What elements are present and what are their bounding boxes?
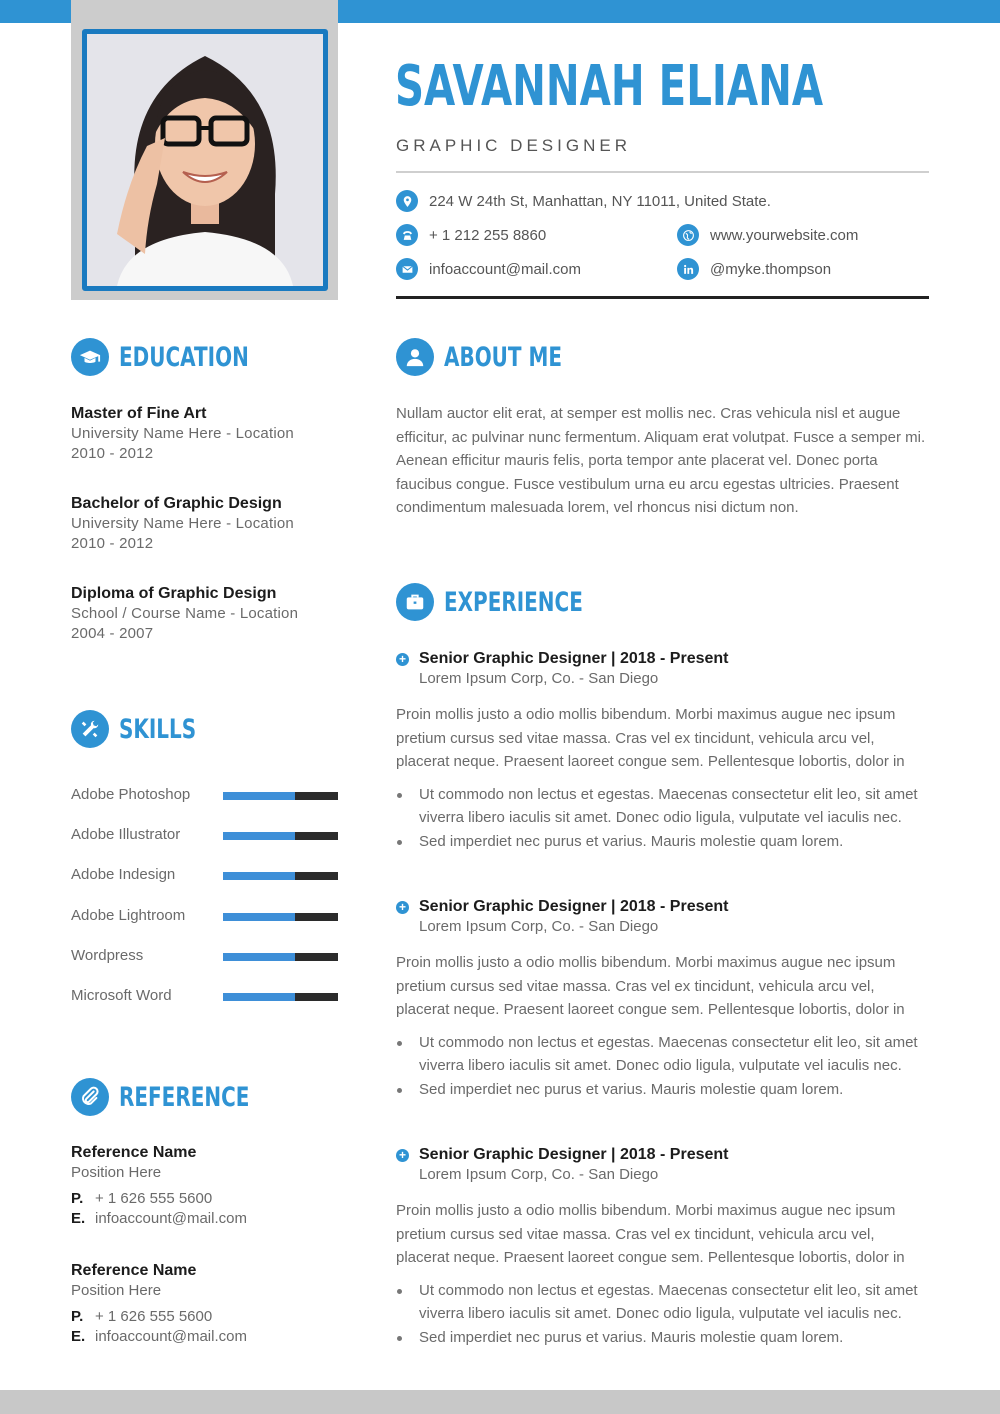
skill-bar-fill [223,832,295,840]
bottom-footer-bar [0,1390,1000,1414]
experience-item [396,649,931,854]
skill-name: Adobe Lightroom [71,907,186,924]
skill-bar [223,832,338,840]
reference-name: Reference Name [71,1262,197,1279]
contact-website[interactable] [677,224,858,246]
school-name: University Name Here - Location [71,515,294,532]
job-title: Senior Graphic Designer | 2018 - Present [419,898,729,915]
job-title: Senior Graphic Designer | 2018 - Present [419,1146,729,1163]
website-text: www.yourwebsite.com [710,226,859,244]
email-text: infoaccount@mail.com [429,260,581,278]
study-years: 2010 - 2012 [71,445,154,462]
skill-bar-fill [223,993,295,1001]
skill-row [71,987,338,1007]
reference-phone-value: + 1 626 555 5600 [95,1190,213,1207]
study-years: 2010 - 2012 [71,535,154,552]
job-company: Lorem Ipsum Corp, Co. - San Diego [419,1166,659,1183]
job-bullet: Ut commodo non lectus et egestas. Maecenas consectetur elit leo, sit amet viverra libero iaculis sit amet. Donec odio ligula, vulputate vel iaculis nec. [396,1031,931,1078]
job-bullets [396,783,931,854]
skill-row [71,907,338,927]
phone-key: P. [71,1190,84,1207]
reference-item [71,1143,341,1229]
reference-position: Position Here [71,1164,162,1181]
reference-phone [71,1307,341,1327]
skill-bar-fill [223,913,295,921]
contact-address [396,190,771,212]
about-text: Nullam auctor elit erat, at semper est mollis nec. Cras vehicula nisl et augue efficitur, ac pulvinar nunc fermentum. Aliquam erat volutpat. Fusce a semper mi. Aenean efficitur mauris felis, porta tempor ante placerat vel. Donec porta faucibus congue. Fusce vestibulum urna eu arcu egestas ultricies. Praesent condimentum malesuada lorem, vel rhoncus nisi dictum non. [396,405,926,517]
job-bullet: Sed imperdiet nec purus et varius. Mauris molestie quam lorem. [396,830,931,854]
contact-phone [396,224,546,246]
skill-bar [223,993,338,1001]
reference-heading [71,1078,295,1116]
reference-name: Reference Name [71,1144,197,1161]
experience-item [396,1145,931,1350]
skill-bar-fill [223,872,295,880]
phone-icon [396,224,418,246]
experience-heading [396,583,632,621]
education-heading [71,338,294,376]
reference-email[interactable] [71,1327,341,1347]
job-title-row [396,649,931,669]
location-pin-icon [396,190,418,212]
job-bullet: Ut commodo non lectus et egestas. Maecenas consectetur elit leo, sit amet viverra libero iaculis sit amet. Donec odio ligula, vulputate vel iaculis nec. [396,783,931,830]
address-text: 224 W 24th St, Manhattan, NY 11011, United State. [429,192,771,210]
job-company: Lorem Ipsum Corp, Co. - San Diego [419,670,659,687]
education-title: EDUCATION [119,341,249,373]
header-divider [396,171,929,173]
education-item [71,584,341,644]
globe-icon [677,224,699,246]
linkedin-text: @myke.thompson [710,260,832,278]
skill-bar [223,913,338,921]
job-bullets [396,1031,931,1102]
email-key: E. [71,1210,86,1227]
reference-email-value: infoaccount@mail.com [95,1210,247,1227]
reference-item [71,1261,341,1347]
plus-circle-icon: + [396,901,409,914]
job-description: Proin mollis justo a odio mollis bibendum. Morbi maximus augue nec ipsum pretium cursus sed vitae massa. Cras vel ex tincidunt, vehicula arcu vel, placerat neque. Praesent laoreet congue sem. Pellentesque lobortis, dolor in [396,706,905,771]
job-title-row [396,1145,931,1165]
skill-name: Adobe Illustrator [71,826,181,843]
experience-title: EXPERIENCE [444,586,583,618]
job-description: Proin mollis justo a odio mollis bibendum. Morbi maximus augue nec ipsum pretium cursus sed vitae massa. Cras vel ex tincidunt, vehicula arcu vel, placerat neque. Praesent laoreet congue sem. Pellentesque lobortis, dolor in [396,954,905,1019]
reference-position: Position Here [71,1282,162,1299]
skill-name: Microsoft Word [71,987,172,1004]
briefcase-icon [396,583,434,621]
candidate-role: GRAPHIC DESIGNER [396,136,631,155]
reference-phone-value: + 1 626 555 5600 [95,1308,213,1325]
paperclip-icon [71,1078,109,1116]
job-company: Lorem Ipsum Corp, Co. - San Diego [419,918,659,935]
study-years: 2004 - 2007 [71,625,154,642]
skill-row [71,866,338,886]
skill-name: Wordpress [71,947,144,964]
education-item [71,404,341,464]
skill-bar [223,872,338,880]
skill-bar-fill [223,792,295,800]
user-icon [396,338,434,376]
envelope-icon [396,258,418,280]
skill-name: Adobe Photoshop [71,786,191,803]
about-heading [396,338,603,376]
degree-title: Diploma of Graphic Design [71,585,277,602]
skill-row [71,786,338,806]
school-name: School / Course Name - Location [71,605,299,622]
contact-email[interactable] [396,258,581,280]
job-description: Proin mollis justo a odio mollis bibendum. Morbi maximus augue nec ipsum pretium cursus sed vitae massa. Cras vel ex tincidunt, vehicula arcu vel, placerat neque. Praesent laoreet congue sem. Pellentesque lobortis, dolor in [396,1202,905,1267]
degree-title: Bachelor of Graphic Design [71,495,282,512]
education-item [71,494,341,554]
job-bullet: Ut commodo non lectus et egestas. Maecenas consectetur elit leo, sit amet viverra libero iaculis sit amet. Donec odio ligula, vulputate vel iaculis nec. [396,1279,931,1326]
profile-photo [82,29,328,291]
about-title: ABOUT ME [444,341,563,373]
linkedin-icon [677,258,699,280]
reference-email-value: infoaccount@mail.com [95,1328,247,1345]
skills-heading [71,710,223,748]
job-bullet: Sed imperdiet nec purus et varius. Mauris molestie quam lorem. [396,1078,931,1102]
tools-icon [71,710,109,748]
graduation-cap-icon [71,338,109,376]
degree-title: Master of Fine Art [71,405,207,422]
email-key: E. [71,1328,86,1345]
plus-circle-icon: + [396,1149,409,1162]
header-bottom-rule [396,296,929,299]
skill-bar [223,953,338,961]
reference-email[interactable] [71,1209,341,1229]
candidate-name: SAVANNAH ELIANA [395,54,824,119]
skills-title: SKILLS [119,713,197,745]
plus-circle-icon: + [396,653,409,666]
phone-text: + 1 212 255 8860 [429,226,547,244]
job-bullet: Sed imperdiet nec purus et varius. Mauris molestie quam lorem. [396,1326,931,1350]
reference-phone [71,1189,341,1209]
skill-row [71,947,338,967]
phone-key: P. [71,1308,84,1325]
job-title-row [396,897,931,917]
reference-title: REFERENCE [119,1081,250,1113]
contact-linkedin[interactable] [677,258,831,280]
skill-bar [223,792,338,800]
experience-item [396,897,931,1102]
skill-name: Adobe Indesign [71,866,176,883]
school-name: University Name Here - Location [71,425,294,442]
skill-row [71,826,338,846]
skill-bar-fill [223,953,295,961]
job-bullets [396,1279,931,1350]
photo-backdrop [71,0,338,300]
job-title: Senior Graphic Designer | 2018 - Present [419,650,729,667]
